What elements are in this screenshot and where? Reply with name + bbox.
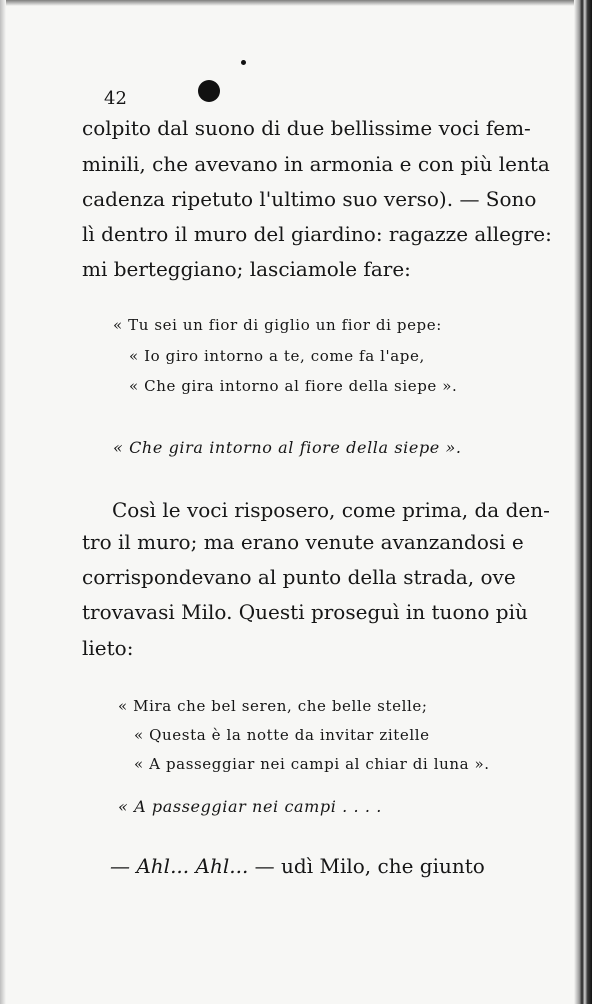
page-binding-edge	[574, 0, 592, 1004]
verse-line: « Che gira intorno al fiore della siepe ».	[129, 377, 458, 395]
text-continuation: — udì Milo, che giunto	[248, 854, 485, 878]
text-line: minili, che avevano in armonia e con più lenta	[82, 152, 550, 176]
verse-line: « Questa è la notte da invitar zitelle	[134, 726, 430, 744]
verse-line: « Mira che bel seren, che belle stelle;	[118, 697, 428, 715]
text-line: lieto:	[82, 636, 134, 660]
text-line: lì dentro il muro del giardino: ragazze allegre:	[82, 222, 552, 246]
ink-speck	[241, 60, 246, 65]
text-line: Così le voci risposero, come prima, da den-	[112, 498, 550, 522]
text-line: tro il muro; ma erano venute avanzandosi e	[82, 530, 524, 554]
verse-refrain: « Che gira intorno al fiore della siepe ».	[113, 438, 462, 457]
verse-refrain: « A passeggiar nei campi . . . .	[118, 797, 382, 816]
text-line: cadenza ripetuto l'ultimo suo verso). — Sono	[82, 187, 537, 211]
verse-line: « Tu sei un fior di giglio un fior di pepe:	[113, 316, 442, 334]
page-left-edge	[0, 0, 6, 1004]
ink-blot	[198, 80, 220, 102]
text-line: trovavasi Milo. Questi proseguì in tuono più	[82, 600, 528, 624]
verse-line: « A passeggiar nei campi al chiar di luna ».	[134, 755, 490, 773]
page-top-shadow	[0, 0, 592, 6]
text-line: colpito dal suono di due bellissime voci fem-	[82, 116, 531, 140]
text-line: mi berteggiano; lasciamole fare:	[82, 257, 411, 281]
exclamation-italic: — Ahl... Ahl...	[110, 854, 249, 878]
text-line: corrispondevano al punto della strada, ove	[82, 565, 516, 589]
text-line-last	[110, 856, 485, 876]
page-number: 42	[104, 88, 127, 109]
verse-line: « Io giro intorno a te, come fa l'ape,	[129, 347, 425, 365]
